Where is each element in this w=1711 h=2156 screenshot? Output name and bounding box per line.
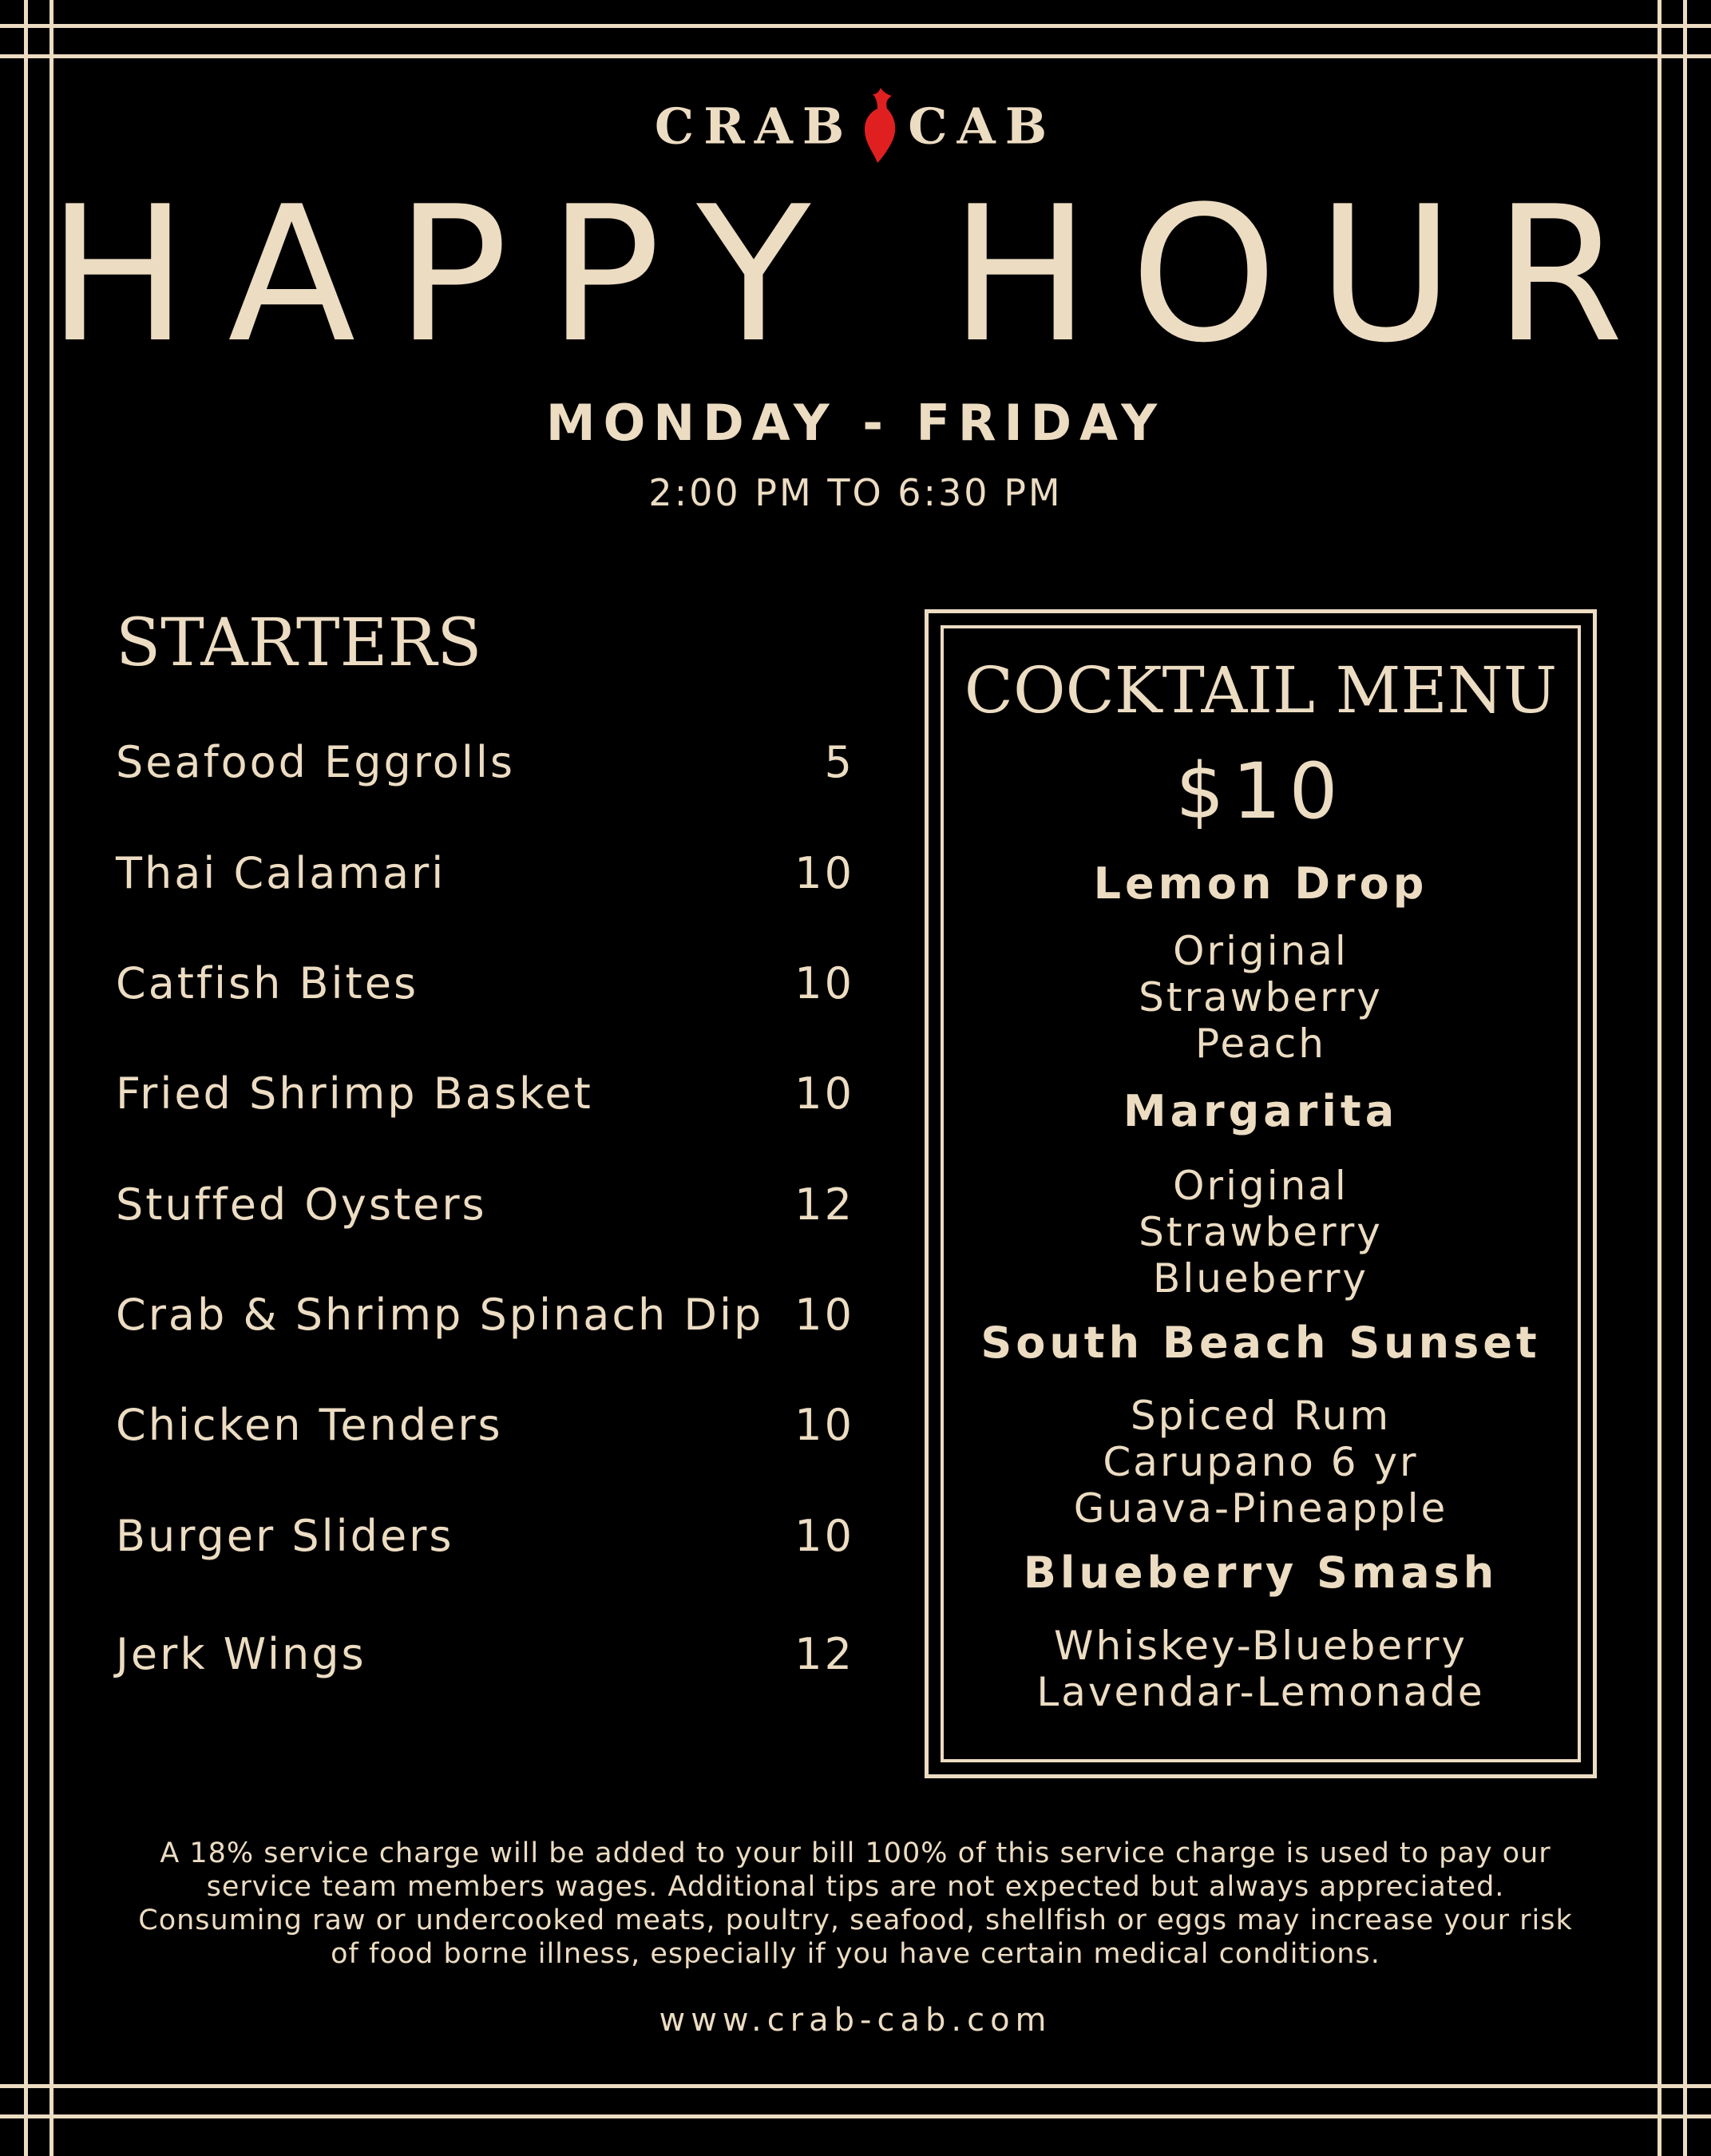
disclaimer-line: service team members wages. Additional tips are not expected but always appreciated. xyxy=(206,1871,1505,1903)
starter-price: 10 xyxy=(794,848,854,898)
page-title: HAPPY HOUR xyxy=(47,167,1664,384)
drink-variant: Blueberry xyxy=(1153,1255,1368,1302)
drink-variant: Peach xyxy=(1195,1021,1326,1067)
starter-name: Burger Sliders xyxy=(116,1511,454,1561)
starter-name: Stuffed Oysters xyxy=(116,1179,487,1230)
starter-item xyxy=(116,1629,854,1679)
cocktail-price: $10 xyxy=(1175,747,1346,836)
hours-label: 2:00 PM TO 6:30 PM xyxy=(648,471,1063,514)
cocktail-heading: COCKTAIL MENU xyxy=(964,653,1558,727)
drink-variant: Original xyxy=(1173,928,1349,974)
starter-item xyxy=(116,958,854,1009)
frame-line-top-inner xyxy=(0,54,1711,58)
days-label: MONDAY - FRIDAY xyxy=(545,394,1166,452)
drink-variant: Strawberry xyxy=(1139,974,1383,1021)
disclaimer xyxy=(88,1837,1623,1971)
starter-item xyxy=(116,1068,854,1119)
drink-variant: Strawberry xyxy=(1139,1209,1383,1255)
starter-price: 10 xyxy=(794,1290,854,1340)
logo-text-left: CRAB xyxy=(654,97,854,156)
starter-price: 12 xyxy=(794,1179,854,1230)
disclaimer-line: Consuming raw or undercooked meats, poultry, seafood, shellfish or eggs may increase your risk xyxy=(138,1904,1573,1936)
starter-item xyxy=(116,1290,854,1340)
starter-price: 12 xyxy=(794,1629,854,1679)
brand-logo xyxy=(0,85,1711,176)
starter-price: 10 xyxy=(794,1400,854,1450)
chili-pepper-icon xyxy=(860,85,901,176)
drink-variant: Guava-Pineapple xyxy=(1073,1485,1448,1532)
frame-line-top-outer xyxy=(0,24,1711,28)
starter-item xyxy=(116,1400,854,1450)
starter-name: Seafood Eggrolls xyxy=(116,737,515,787)
starter-name: Catfish Bites xyxy=(116,958,419,1009)
starter-price: 10 xyxy=(794,958,854,1009)
drink-name: Lemon Drop xyxy=(1093,858,1428,909)
starter-item xyxy=(116,1179,854,1230)
starter-name: Jerk Wings xyxy=(116,1629,366,1679)
starter-name: Fried Shrimp Basket xyxy=(116,1068,593,1119)
starter-item xyxy=(116,1511,854,1561)
starter-price: 10 xyxy=(794,1511,854,1561)
drink-name: Blueberry Smash xyxy=(1023,1548,1499,1598)
logo-text-right: CAB xyxy=(908,97,1057,156)
website-link[interactable]: www.crab-cab.com xyxy=(659,2002,1052,2039)
starter-name: Crab & Shrimp Spinach Dip xyxy=(116,1290,764,1340)
starter-price: 5 xyxy=(824,737,854,787)
drink-name: South Beach Sunset xyxy=(980,1318,1541,1368)
starter-name: Thai Calamari xyxy=(116,848,446,898)
drink-variant: Lavendar-Lemonade xyxy=(1036,1669,1485,1715)
frame-line-bottom-outer xyxy=(0,2114,1711,2118)
drink-variant: Spiced Rum xyxy=(1130,1393,1392,1439)
starter-name: Chicken Tenders xyxy=(116,1400,503,1450)
disclaimer-line: of food borne illness, especially if you have certain medical conditions. xyxy=(331,1938,1380,1970)
starter-price: 10 xyxy=(794,1068,854,1119)
starter-item xyxy=(116,737,854,787)
drink-name: Margarita xyxy=(1123,1086,1399,1136)
frame-line-bottom-inner xyxy=(0,2084,1711,2088)
drink-variant: Original xyxy=(1173,1163,1349,1209)
drink-variant: Carupano 6 yr xyxy=(1103,1439,1419,1485)
starter-item xyxy=(116,848,854,898)
disclaimer-line: A 18% service charge will be added to your bill 100% of this service charge is used to pay our xyxy=(160,1837,1551,1869)
starters-heading: STARTERS xyxy=(116,605,482,681)
drink-variant: Whiskey-Blueberry xyxy=(1054,1623,1467,1669)
